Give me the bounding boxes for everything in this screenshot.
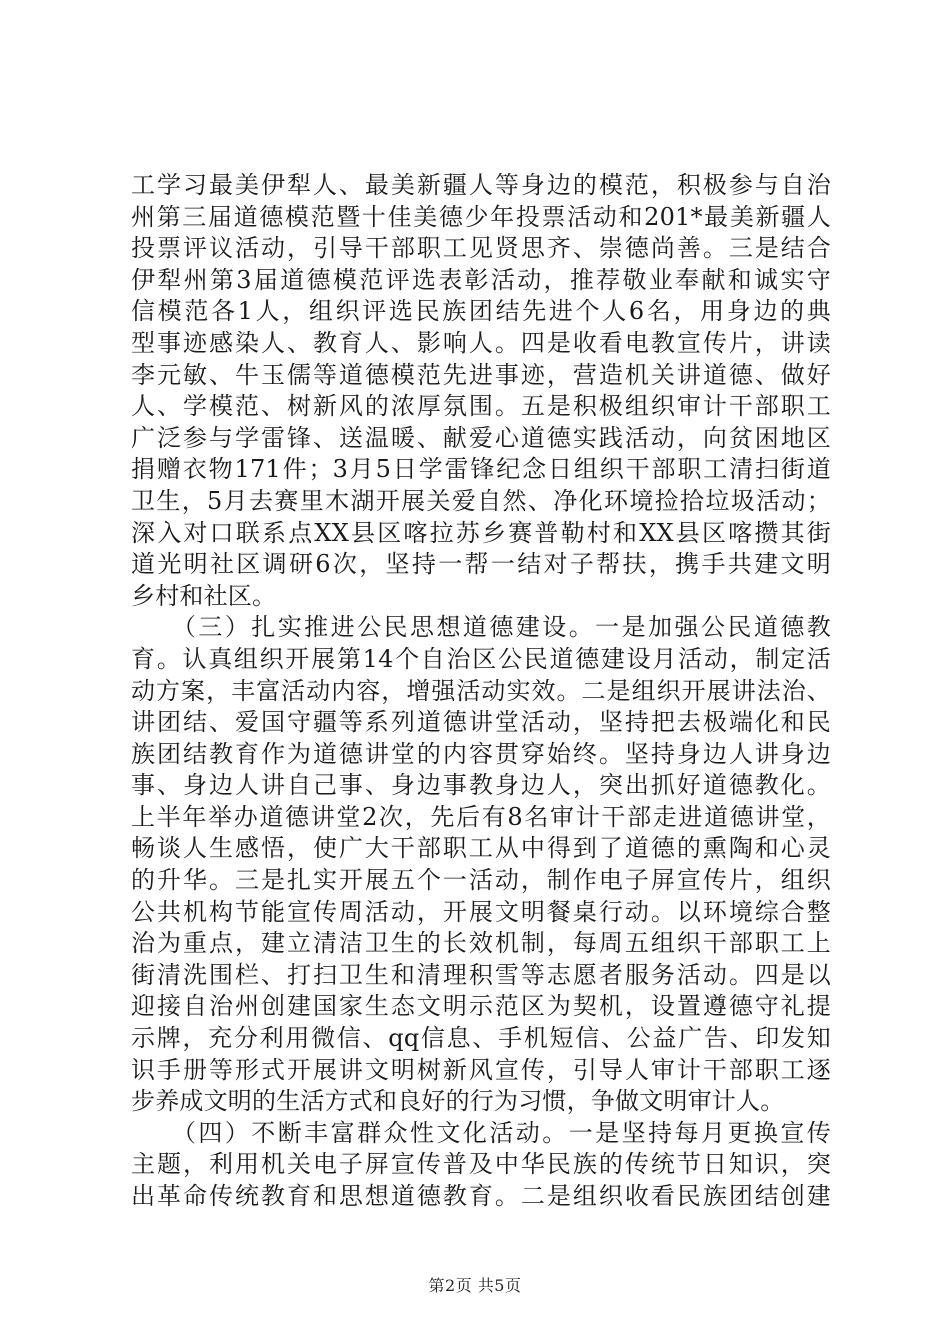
text-line: 捐赠衣物171件；3月5日学雷锋纪念日组织干部职工清扫街道	[131, 455, 831, 484]
text-line: 治为重点，建立清洁卫生的长效机制，每周五组织干部职工上	[131, 929, 831, 958]
text-line: 畅谈人生感悟，使广大干部职工从中得到了道德的熏陶和心灵	[131, 834, 831, 863]
text-line: 的升华。三是扎实开展五个一活动，制作电子屏宣传片，组织	[131, 866, 831, 895]
text-line: 深入对口联系点XX县区喀拉苏乡赛普勒村和XX县区喀攒其街	[131, 518, 831, 547]
text-line: 型事迹感染人、教育人、影响人。四是收看电教宣传片，讲读	[131, 328, 831, 357]
text-line: （四）不断丰富群众性文化活动。一是坚持每月更换宣传	[131, 1118, 831, 1147]
text-line: 育。认真组织开展第14个自治区公民道德建设月活动，制定活	[131, 644, 831, 673]
text-line: 道光明社区调研6次，坚持一帮一结对子帮扶，携手共建文明	[131, 550, 831, 579]
document-body	[131, 170, 831, 1213]
text-line: 卫生，5月去赛里木湖开展关爱自然、净化环境捡拾垃圾活动；	[131, 486, 831, 515]
page-footer: 第2页 共5页	[428, 1276, 522, 1295]
text-line: 工学习最美伊犁人、最美新疆人等身边的模范，积极参与自治	[131, 171, 831, 199]
text-line: 识手册等形式开展讲文明树新风宣传，引导人审计干部职工逐	[131, 1055, 831, 1084]
text-line: 街清洗围栏、打扫卫生和清理积雪等志愿者服务活动。四是以	[131, 960, 831, 989]
text-line: 步养成文明的生活方式和良好的行为习惯，争做文明审计人。	[131, 1087, 785, 1116]
text-line: 人、学模范、树新风的浓厚氛围。五是积极组织审计干部职工	[131, 392, 831, 421]
text-line: 事、身边人讲自己事、身边事教身边人，突出抓好道德教化。	[131, 771, 831, 800]
text-line: 投票评议活动，引导干部职工见贤思齐、崇德尚善。三是结合	[131, 234, 831, 263]
text-line: 动方案，丰富活动内容，增强活动实效。二是组织开展讲法治、	[131, 676, 831, 705]
text-line: 族团结教育作为道德讲堂的内容贯穿始终。坚持身边人讲身边	[131, 739, 831, 768]
text-line: 乡村和社区。	[131, 581, 277, 610]
text-line: 李元敏、牛玉儒等道德模范先进事迹，营造机关讲道德、做好	[131, 360, 831, 389]
text-line: （三）扎实推进公民思想道德建设。一是加强公民道德教	[131, 613, 831, 642]
text-line: 上半年举办道德讲堂2次，先后有8名审计干部走进道德讲堂，	[131, 802, 831, 831]
text-line: 公共机构节能宣传周活动，开展文明餐桌行动。以环境综合整	[131, 897, 831, 926]
text-line: 信模范各1人，组织评选民族团结先进个人6名，用身边的典	[131, 297, 831, 326]
text-line: 广泛参与学雷锋、送温暖、献爱心道德实践活动，向贫困地区	[131, 423, 831, 452]
text-line: 出革命传统教育和思想道德教育。二是组织收看民族团结创建	[131, 1182, 831, 1210]
text-line: 迎接自治州创建国家生态文明示范区为契机，设置遵德守礼提	[131, 992, 831, 1021]
text-line: 伊犁州第3届道德模范评选表彰活动，推荐敬业奉献和诚实守	[131, 265, 831, 294]
text-line: 主题，利用机关电子屏宣传普及中华民族的传统节日知识，突	[131, 1150, 831, 1179]
text-line: 讲团结、爱国守疆等系列道德讲堂活动，坚持把去极端化和民	[131, 708, 831, 737]
text-line: 州第三届道德模范暨十佳美德少年投票活动和201*最美新疆人	[131, 202, 831, 231]
text-line: 示牌，充分利用微信、qq信息、手机短信、公益广告、印发知	[131, 1024, 831, 1053]
